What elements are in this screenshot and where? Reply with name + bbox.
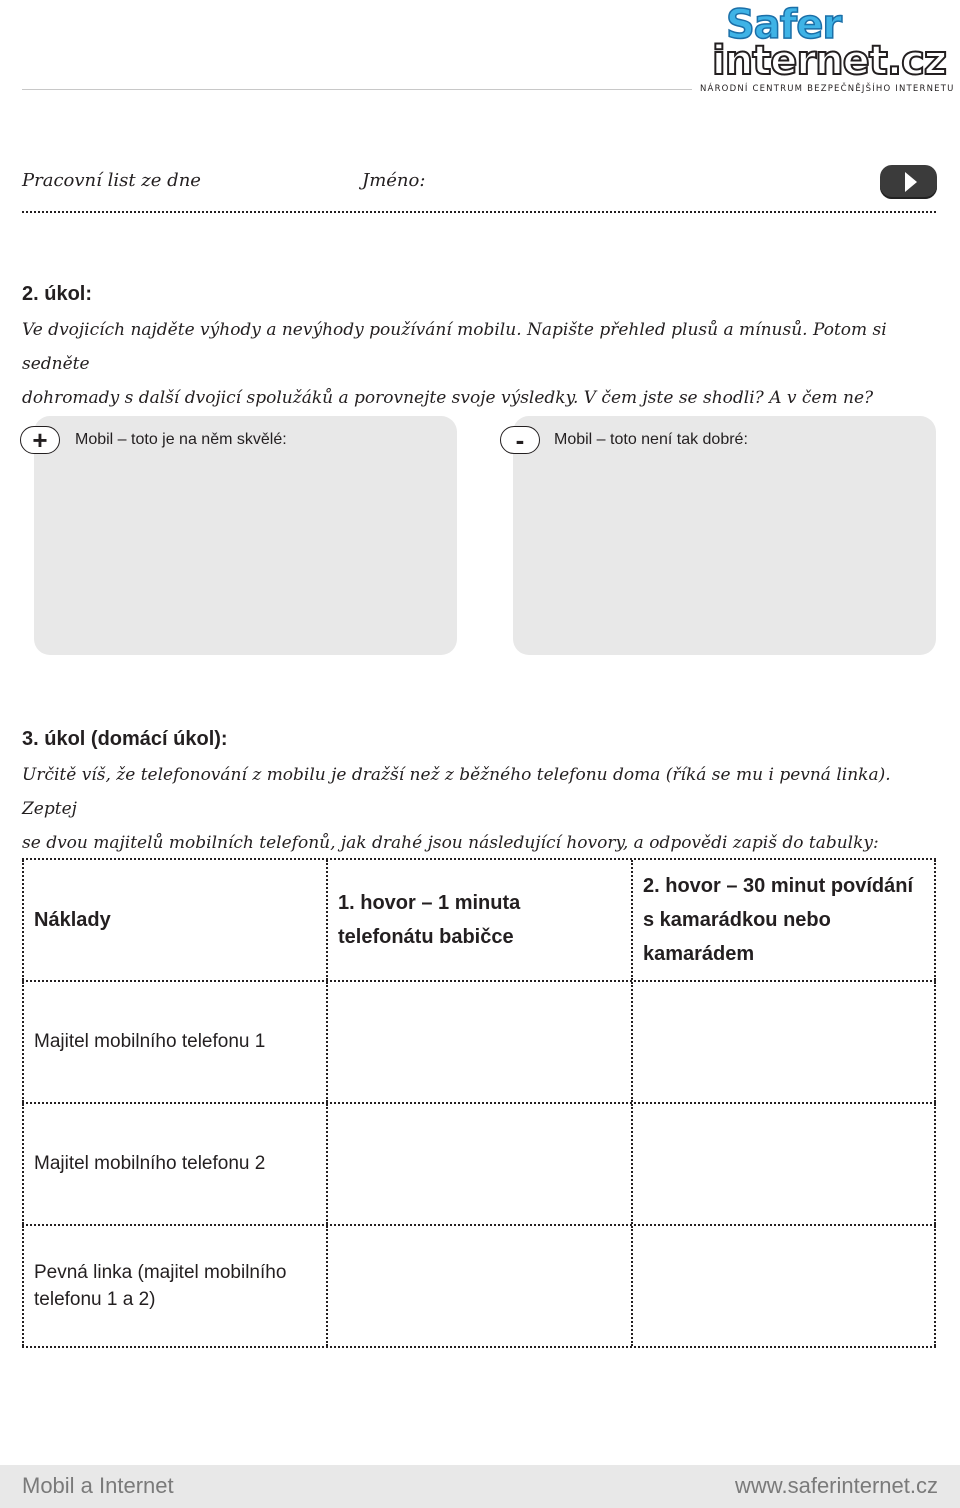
saferinternet-logo (700, 0, 955, 96)
plus-box-label: Mobil – toto je na něm skvělé: (75, 431, 287, 448)
play-arrow-icon (905, 172, 917, 192)
name-label: Jméno: (362, 170, 426, 191)
logo-tagline: NÁRODNÍ CENTRUM BEZPEČNĚJŠÍHO INTERNETU (700, 84, 955, 94)
table-row (22, 1224, 936, 1348)
table-header-cell: Náklady (22, 860, 326, 980)
table-row-label: Majitel mobilního telefonu 2 (22, 1104, 326, 1224)
table-answer-cell[interactable] (326, 982, 631, 1102)
minus-box-label: Mobil – toto není tak dobré: (554, 431, 748, 448)
next-page-button[interactable] (880, 165, 937, 199)
task3-line-1: Určitě víš, že telefonování z mobilu je dražší než z běžného telefonu doma (říká se mu i pevná linka). Zeptej (22, 765, 891, 819)
footer-title: Mobil a Internet (22, 1473, 174, 1498)
dotted-fill-line (22, 211, 936, 213)
task2-title: 2. úkol: (22, 283, 93, 305)
table-row-label: Pevná linka (majitel mobilního telefonu 1 a 2) (22, 1226, 326, 1346)
table-row (22, 1102, 936, 1224)
minus-answer-box[interactable] (513, 416, 936, 655)
table-answer-cell[interactable] (326, 1104, 631, 1224)
task2-line-2: dohromady s další dvojicí spolužáků a porovnejte svoje výsledky. V čem jste se shodli? A v čem ne? (22, 388, 874, 408)
logo-internet-text: internet.cz (712, 38, 947, 84)
footer-website-link[interactable]: www.saferinternet.cz (735, 1473, 938, 1498)
table-header-cell: 1. hovor – 1 minuta telefonátu babičce (326, 860, 631, 980)
task2-instructions (22, 313, 942, 415)
table-answer-cell[interactable] (631, 982, 936, 1102)
task3-title: 3. úkol (domácí úkol): (22, 728, 228, 750)
task3-line-2: se dvou majitelů mobilních telefonů, jak drahé jsou následující hovory, a odpovědi zapiš do tabulky: (22, 833, 879, 853)
plus-answer-box[interactable] (34, 416, 457, 655)
table-answer-cell[interactable] (631, 1226, 936, 1346)
table-row (22, 980, 936, 1102)
table-answer-cell[interactable] (326, 1226, 631, 1346)
table-header-cell: 2. hovor – 30 minut povídání s kamarádkou nebo kamarádem (631, 860, 936, 980)
task3-instructions (22, 758, 942, 860)
minus-icon: - (500, 426, 540, 454)
task2-line-1: Ve dvojicích najděte výhody a nevýhody používání mobilu. Napište přehled plusů a mínusů. Potom si sedněte (22, 320, 887, 374)
date-label: Pracovní list ze dne (22, 170, 201, 191)
plus-icon: + (20, 426, 60, 454)
header-divider (22, 89, 692, 90)
table-answer-cell[interactable] (631, 1104, 936, 1224)
cost-table (22, 858, 936, 1348)
logo-safer-text: Safer (726, 2, 842, 48)
table-header-row (22, 858, 936, 980)
table-row-label: Majitel mobilního telefonu 1 (22, 982, 326, 1102)
